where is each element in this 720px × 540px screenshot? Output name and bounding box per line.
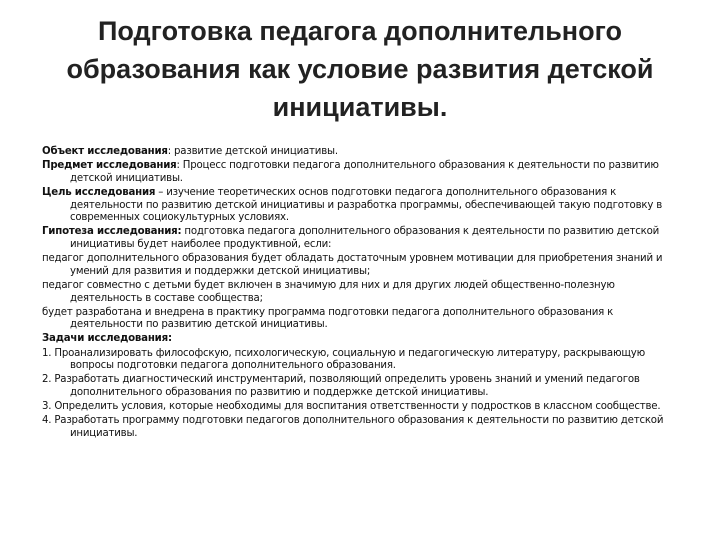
research-goal-label: Цель исследования	[42, 186, 156, 198]
research-subject-label: Предмет исследования	[42, 160, 177, 172]
research-hypothesis-text: подготовка педагога дополнительного образования к деятельности по развитию детской инициативы будет наиболее продуктивной, если:	[70, 226, 660, 250]
hypothesis-condition-3: будет разработана и внедрена в практику программа подготовки педагога дополнительного образования к деятельности по развитию детской инициативы.	[42, 306, 614, 331]
task-2: 2. Разработать диагностический инструментарий, позволяющий определить уровень знаний и умений педагогов дополнительного образования по развитию и поддержке детской инициативы.	[42, 374, 640, 399]
task-4: 4. Разработать программу подготовки педагогов дополнительного образования к деятельности по развитию детской инициативы.	[42, 415, 664, 439]
research-tasks-label: Задачи исследования:	[42, 333, 172, 345]
hypothesis-condition-1: педагог дополнительного образования будет обладать достаточным уровнем мотивации для приобретения знаний и умений для развития и поддержки детской инициативы;	[42, 253, 663, 277]
research-tasks	[42, 333, 682, 346]
hypothesis-condition-2: педагог совместно с детьми будет включен в значимую для них и для других людей общественно-полезную деятельность в составе сообщества;	[42, 279, 615, 304]
slide-title: Подготовка педагога дополнительного образования как условие развития детской инициативы.	[66, 16, 654, 122]
research-object-text: : развитие детской инициативы.	[167, 146, 338, 157]
research-goal-text: – изучение теоретических основ подготовки педагога дополнительного образования к деятельности по развитию детской инициативы и разработка программы, обеспечивающей такую подготовку в современных социокультурных условиях.	[70, 186, 663, 224]
task-3: 3. Определить условия, которые необходимы для воспитания ответственности у подростков в классном сообществе.	[42, 401, 661, 413]
research-subject-text: : Процесс подготовки педагога дополнительного образования к деятельности по развитию детской инициативы.	[70, 160, 659, 184]
research-object	[42, 146, 682, 159]
slide-body	[42, 146, 682, 442]
research-hypothesis-label: Гипотеза исследования:	[42, 226, 182, 238]
research-hypothesis	[42, 226, 682, 251]
task-1: 1. Проанализировать философскую, психологическую, социальную и педагогическую литературу, раскрывающую вопросы подготовки педагога дополнительного образования.	[42, 347, 645, 372]
research-subject	[42, 160, 682, 185]
research-goal	[42, 187, 682, 225]
research-object-label: Объект исследования	[42, 146, 168, 157]
